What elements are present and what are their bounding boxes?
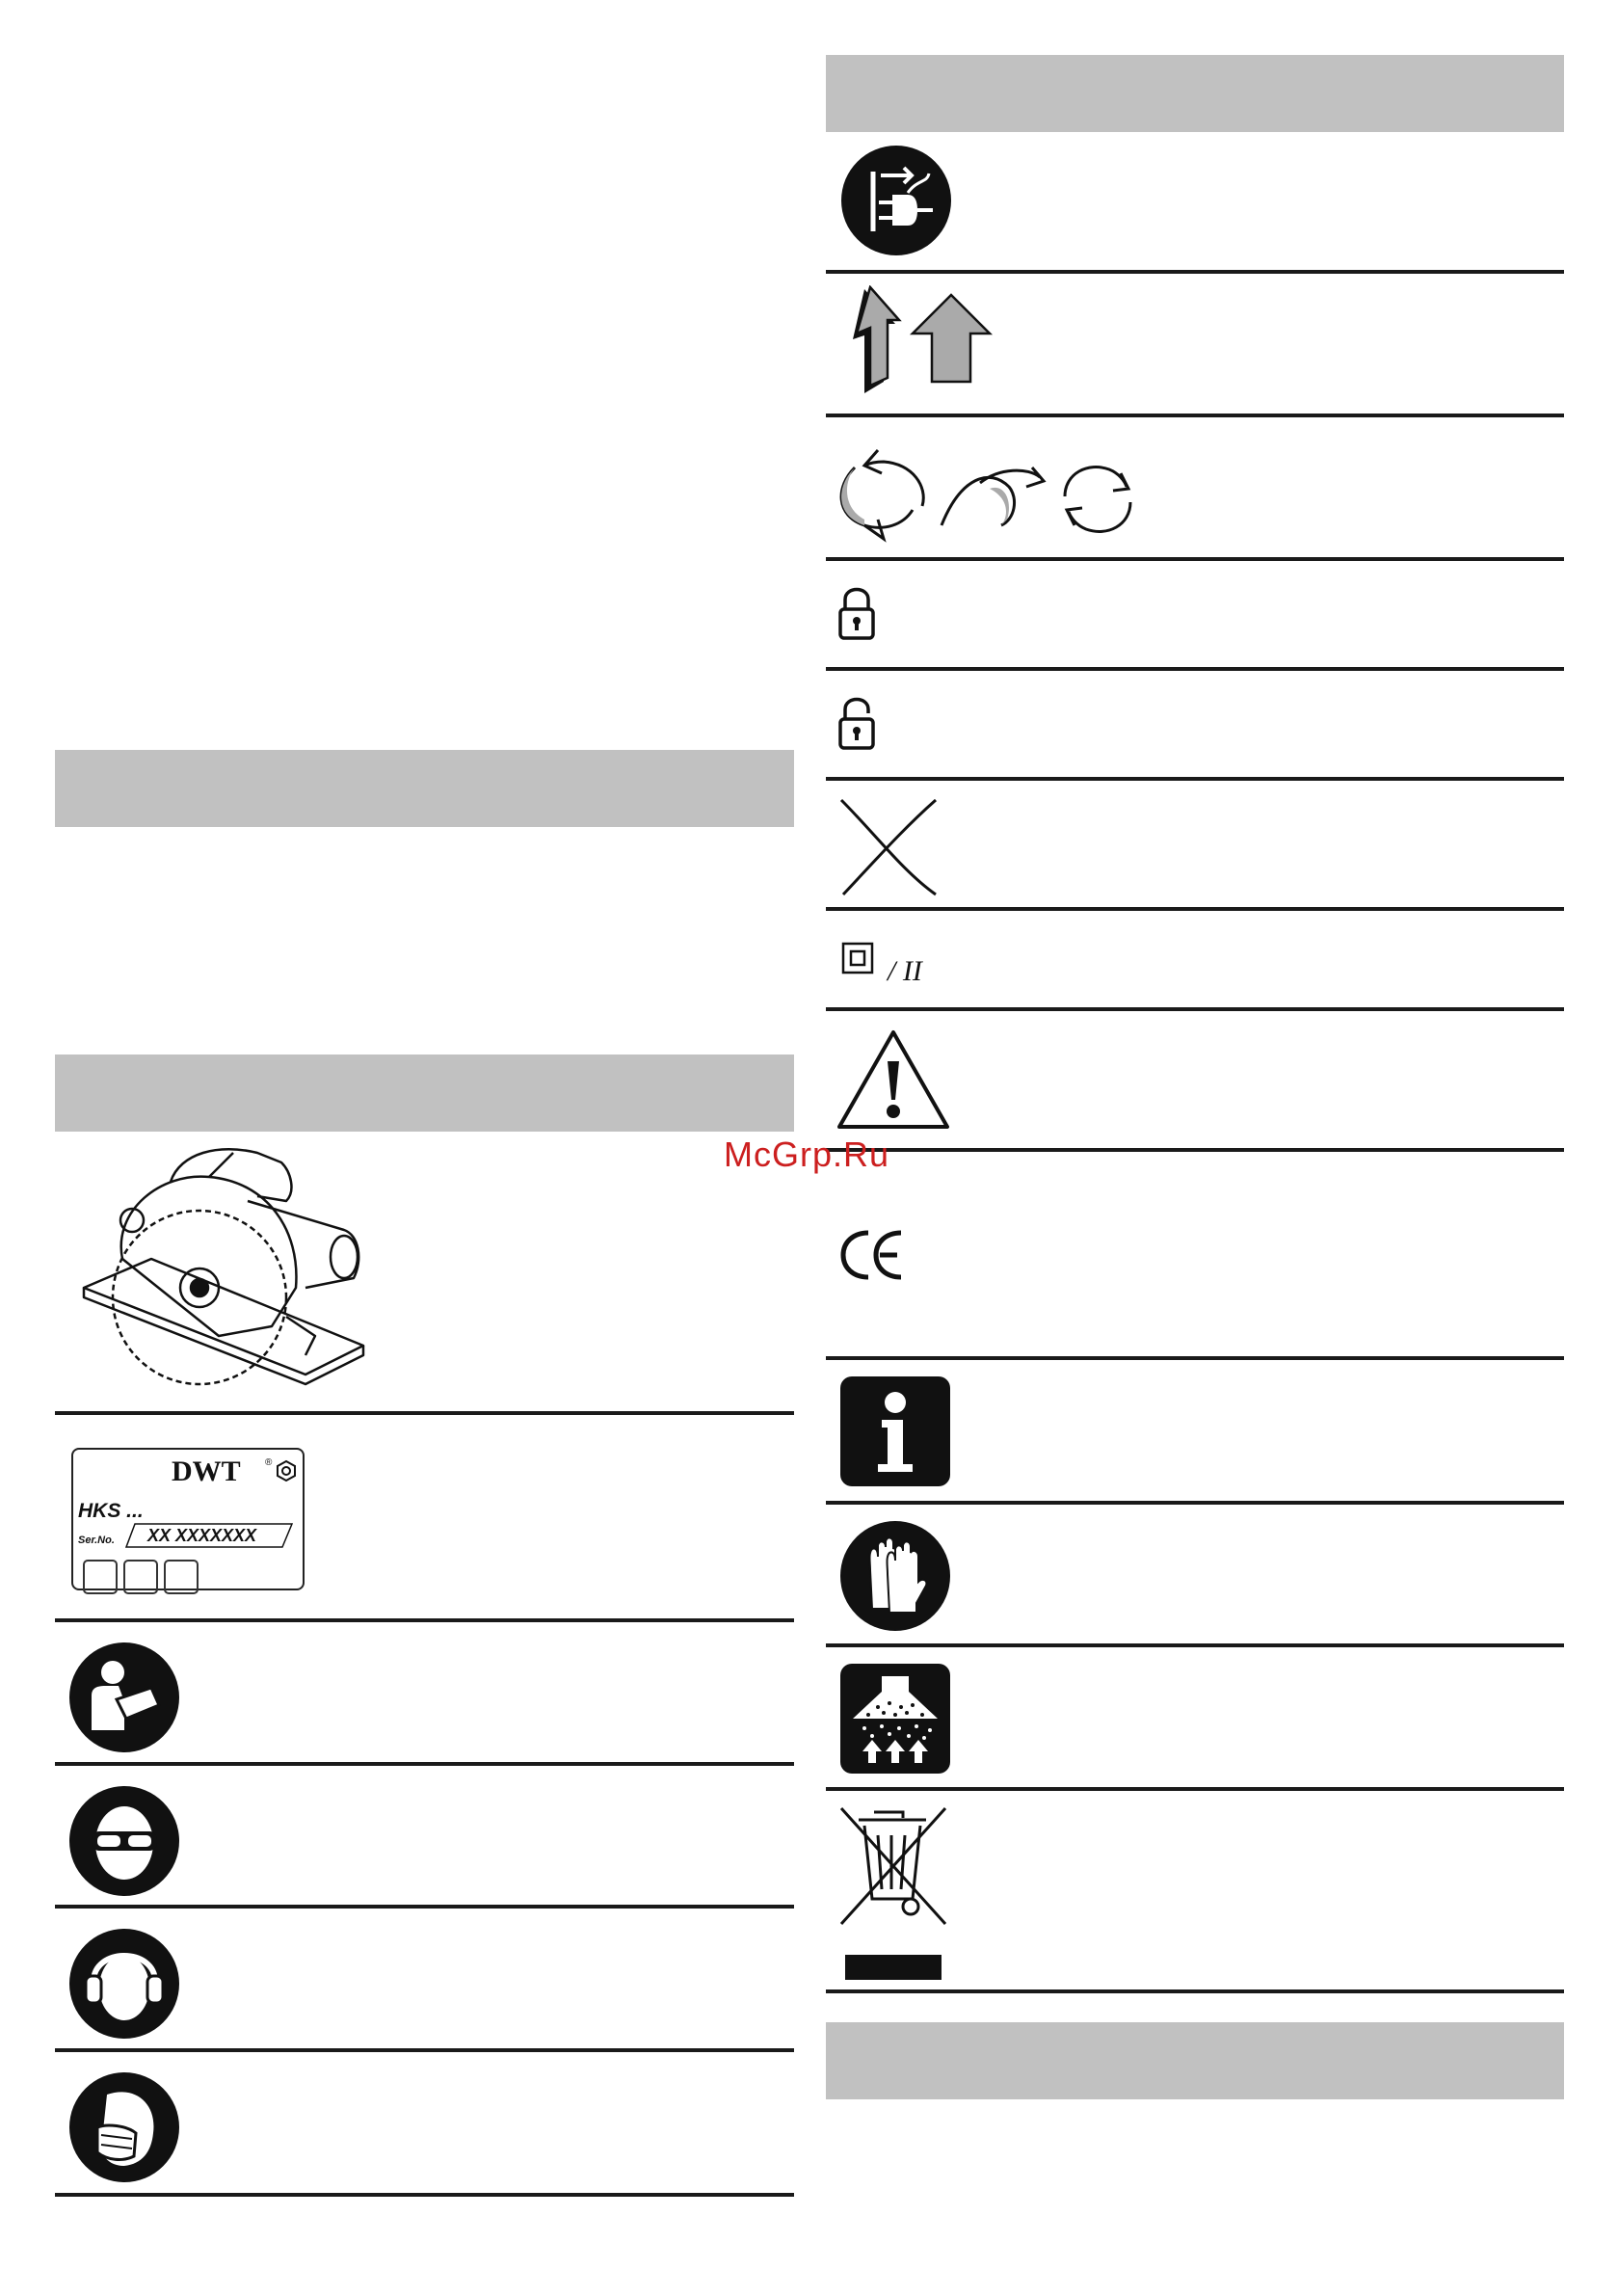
registered-mark: ®: [265, 1457, 273, 1468]
circular-saw-illustration: [65, 1143, 392, 1423]
cross-mark-icon: [836, 794, 942, 900]
safety-goggles-icon: [68, 1785, 180, 1897]
plate-box: [123, 1560, 158, 1594]
section-bar: [826, 2022, 1564, 2099]
symbol-row: [826, 671, 1564, 781]
ce-mark-icon: [839, 1229, 907, 1281]
symbol-row: [826, 1360, 1564, 1505]
watermark: McGrp.Ru: [724, 1135, 890, 1174]
symbol-row: [826, 1152, 1564, 1360]
wheelie-bin-crossed-icon: [836, 1802, 951, 1986]
info-icon: [839, 1375, 951, 1487]
symbol-row: [826, 274, 1564, 417]
rating-plate: [71, 1448, 305, 1590]
plate-box: [83, 1560, 118, 1594]
lock-open-icon: [837, 692, 882, 752]
symbol-row: [826, 417, 1564, 561]
symbol-row: [55, 1909, 794, 2052]
symbol-row: [826, 561, 1564, 671]
class-two-label: / II: [888, 955, 922, 987]
read-manual-icon: [68, 1642, 180, 1753]
section-bar: [826, 55, 1564, 132]
symbol-row: [826, 1011, 1564, 1152]
gloves-icon: [839, 1520, 951, 1632]
symbol-row: [55, 1622, 794, 1766]
arrows-up-icon: [836, 285, 1009, 401]
symbol-row: [55, 2052, 794, 2197]
dust-extraction-icon: [839, 1663, 951, 1775]
dust-mask-icon: [68, 2071, 180, 2183]
symbol-row: [826, 1791, 1564, 1993]
symbol-row: [826, 911, 1564, 1011]
lock-closed-icon: [837, 584, 876, 642]
hex-nut-icon: [275, 1459, 298, 1482]
symbol-row: [55, 1132, 794, 1415]
plate-box: [164, 1560, 199, 1594]
section-bar: [55, 750, 794, 827]
warning-triangle-icon: [836, 1028, 951, 1131]
serial-label: Ser.No.: [78, 1535, 115, 1546]
symbol-row: [55, 1766, 794, 1909]
symbol-row: [826, 781, 1564, 911]
symbol-row: [826, 1505, 1564, 1647]
brand-name: DWT: [172, 1455, 241, 1487]
symbol-row: [55, 1415, 794, 1622]
serial-value: XX XXXXXXX: [147, 1526, 257, 1545]
unplug-icon: [840, 145, 952, 256]
symbol-row: [826, 1647, 1564, 1791]
class-two-icon: [841, 942, 874, 974]
rotation-arrows-icon: [836, 448, 1144, 545]
model-label: HKS ...: [78, 1500, 144, 1522]
symbol-row: [826, 132, 1564, 274]
section-bar: [55, 1055, 794, 1132]
ear-protection-icon: [68, 1928, 180, 2040]
